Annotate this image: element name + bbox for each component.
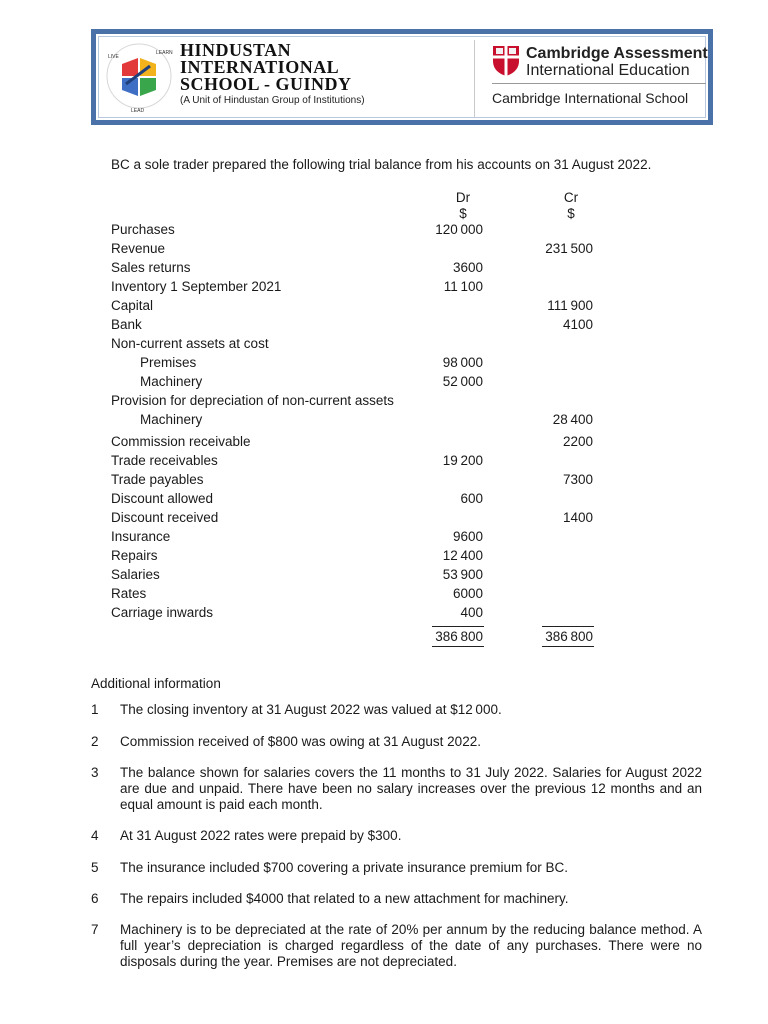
row-label: Insurance	[111, 529, 171, 544]
row-label: Commission receivable	[111, 434, 251, 449]
row-label: Discount received	[111, 510, 219, 525]
row-label: Rates	[111, 586, 147, 601]
row-label: Inventory 1 September 2021	[111, 279, 282, 294]
dr-total-underline	[432, 646, 484, 647]
row-cr: 2200	[562, 434, 593, 449]
row-cr: 111 900	[547, 298, 593, 313]
note-text: Machinery is to be depreciated at the rate of 20% per annum by the reducing balance method. A full year’s depreciation is charged regardless of the date of any purchases. There were no disposals during the year. Premises are not depreciated.	[120, 922, 702, 969]
banner-divider	[474, 40, 475, 118]
cambridge-school: Cambridge International School	[492, 90, 689, 106]
note-text: The insurance included $700 covering a private insurance premium for BC.	[120, 860, 568, 875]
row-cr: 4100	[562, 317, 593, 332]
row-label: Machinery	[140, 374, 203, 389]
row-label: Salaries	[111, 567, 160, 582]
row-label: Non-current assets at cost	[111, 336, 269, 351]
note-text: The repairs included $4000 that related to a new attachment for machinery.	[120, 891, 569, 906]
row-dr: 3600	[452, 260, 483, 275]
row-cr: 7300	[562, 472, 593, 487]
row-label: Purchases	[111, 222, 175, 237]
cr-total: 386 800	[545, 629, 593, 644]
intro-text: BC a sole trader prepared the following trial balance from his accounts on 31 August 2022.	[111, 157, 652, 172]
school-subtitle: (A Unit of Hindustan Group of Institutions)	[180, 95, 365, 106]
cambridge-rule	[492, 83, 706, 84]
school-banner	[91, 29, 713, 125]
cr-total-rule	[542, 626, 594, 627]
row-label: Repairs	[111, 548, 158, 563]
note-number: 5	[91, 860, 99, 875]
school-name-line1: HINDUSTAN	[180, 40, 292, 60]
logo-word-live: LIVE	[108, 54, 119, 60]
note-text: The balance shown for salaries covers the 11 months to 31 July 2022. Salaries for August 2022 are due and unpaid. There have been no salary increases over the previous 12 months and an equal amount is paid each month.	[120, 765, 702, 812]
row-dr: 9600	[452, 529, 483, 544]
row-cr: 1400	[562, 510, 593, 525]
row-dr: 11 100	[443, 279, 483, 294]
logo-word-lead: LEAD	[131, 108, 145, 114]
row-label: Carriage inwards	[111, 605, 214, 620]
school-name-line3: SCHOOL - GUINDY	[180, 74, 352, 94]
row-dr: 400	[460, 605, 483, 620]
row-label: Premises	[140, 355, 197, 370]
school-name	[180, 42, 352, 93]
row-dr: 12 400	[442, 548, 483, 563]
note-text: The closing inventory at 31 August 2022 was valued at $12 000.	[120, 702, 502, 717]
row-dr: 19 200	[442, 453, 483, 468]
note-number: 1	[91, 702, 99, 717]
cambridge-line1: Cambridge Assessment	[526, 45, 708, 62]
cambridge-line2: International Education	[526, 62, 690, 79]
cambridge-shield-icon	[492, 45, 520, 77]
note-number: 7	[91, 922, 99, 937]
row-label: Capital	[111, 298, 154, 313]
row-label: Bank	[111, 317, 142, 332]
note-number: 6	[91, 891, 99, 906]
cr-unit: $	[567, 206, 575, 221]
note-text: At 31 August 2022 rates were prepaid by $300.	[120, 828, 402, 843]
row-label: Revenue	[111, 241, 166, 256]
row-dr: 52 000	[442, 374, 483, 389]
note-number: 3	[91, 765, 99, 780]
row-cr: 28 400	[552, 412, 593, 427]
cr-total-underline	[542, 646, 594, 647]
row-label: Trade receivables	[111, 453, 218, 468]
logo-word-learn: LEARN	[156, 50, 173, 56]
row-dr: 98 000	[442, 355, 483, 370]
school-name-line2: INTERNATIONAL	[180, 57, 340, 77]
row-label: Discount allowed	[111, 491, 214, 506]
dr-total-rule	[432, 626, 484, 627]
row-dr: 53 900	[442, 567, 483, 582]
row-cr: 231 500	[545, 241, 593, 256]
dr-unit: $	[459, 206, 467, 221]
dr-total: 386 800	[435, 629, 483, 644]
note-text: Commission received of $800 was owing at 31 August 2022.	[120, 734, 481, 749]
row-dr: 600	[460, 491, 483, 506]
dr-header: Dr	[455, 190, 471, 205]
row-dr: 6000	[452, 586, 483, 601]
row-label: Sales returns	[111, 260, 191, 275]
school-logo-icon	[104, 40, 174, 116]
row-dr: 120 000	[435, 222, 483, 237]
note-number: 4	[91, 828, 99, 843]
cr-header: Cr	[563, 190, 579, 205]
additional-info-title: Additional information	[91, 676, 221, 691]
row-label: Provision for depreciation of non-current assets	[111, 393, 394, 408]
row-label: Machinery	[140, 412, 203, 427]
row-label: Trade payables	[111, 472, 204, 487]
note-number: 2	[91, 734, 99, 749]
cambridge-name	[526, 45, 708, 79]
